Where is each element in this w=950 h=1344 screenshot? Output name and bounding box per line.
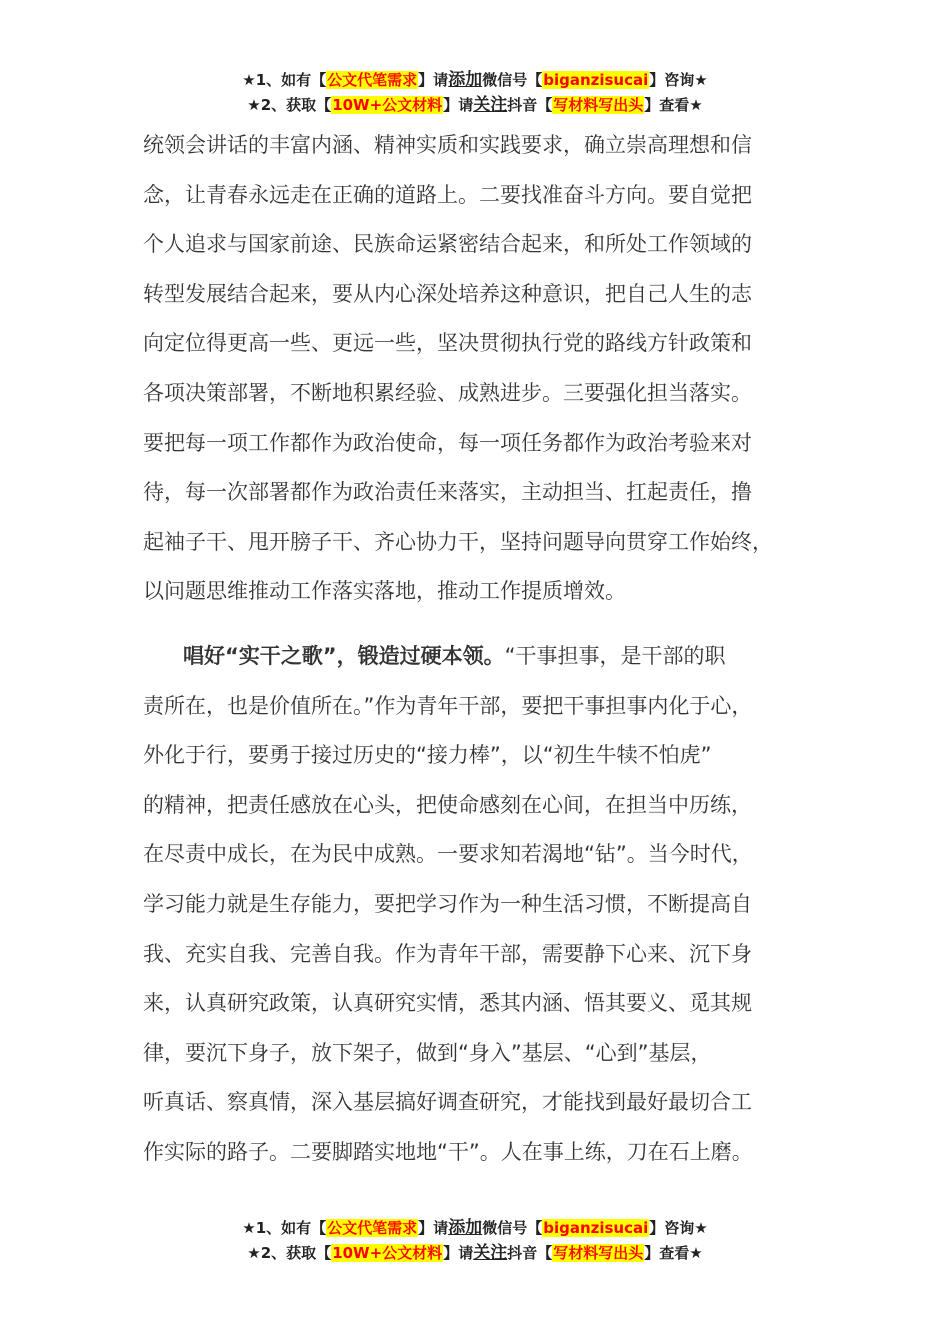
top-banner bbox=[0, 68, 950, 118]
banner-text: ★2、获取【 bbox=[247, 96, 332, 114]
text-line: 起袖子干、甩开膀子干、齐心协力干，坚持问题导向贯穿工作始终， bbox=[143, 529, 773, 554]
banner-text: 】请 bbox=[418, 1219, 449, 1237]
text-line: 作实际的路子。二要脚踏实地地“干”。人在事上练，刀在石上磨。 bbox=[143, 1139, 753, 1164]
banner-highlight: 10W+公文材料 bbox=[332, 1244, 443, 1262]
text-line: 个人追求与国家前途、民族命运紧密结合起来，和所处工作领域的 bbox=[143, 232, 752, 257]
text-line: 要把每一项工作都作为政治使命，每一项任务都作为政治考验来对 bbox=[143, 430, 752, 455]
paragraph-heading: 唱好“实干之歌”，锻造过硬本领。 bbox=[183, 643, 505, 668]
banner-text: 】请 bbox=[443, 96, 474, 114]
banner-highlight: 公文代笔需求 bbox=[327, 71, 418, 89]
text-line: 责所在，也是价值所在。”作为青年干部，要把干事担事内化于心， bbox=[143, 693, 753, 718]
banner-highlight: 公文代笔需求 bbox=[327, 1219, 418, 1237]
banner-emphasis: 添加 bbox=[448, 1218, 483, 1238]
banner-emphasis: 关注 bbox=[473, 1243, 508, 1263]
text-run: “干事担事，是干部的职 bbox=[504, 643, 726, 668]
text-line: 向定位得更高一些、更远一些，坚决贯彻执行党的路线方针政策和 bbox=[143, 331, 752, 356]
banner-highlight: 写材料写出头 bbox=[553, 96, 644, 114]
banner-highlight: biganzisucai bbox=[543, 1219, 649, 1237]
banner-text: 】查看★ bbox=[644, 96, 703, 114]
text-line: 学习能力就是生存能力，要把学习作为一种生活习惯，不断提高自 bbox=[143, 891, 752, 916]
banner-line-2 bbox=[0, 93, 950, 118]
paragraph-gap bbox=[143, 618, 833, 633]
paragraph-2 bbox=[143, 633, 833, 1179]
banner-emphasis: 添加 bbox=[448, 70, 483, 90]
text-line: 各项决策部署，不断地积累经验、成熟进步。三要强化担当落实。 bbox=[143, 380, 752, 405]
banner-text: 】咨询★ bbox=[649, 1219, 708, 1237]
banner-text: 】请 bbox=[418, 71, 449, 89]
text-line: 我、充实自我、完善自我。作为青年干部，需要静下心来、沉下身 bbox=[143, 941, 752, 966]
text-line bbox=[143, 633, 833, 683]
banner-highlight: biganzisucai bbox=[543, 71, 649, 89]
banner-text: ★1、如有【 bbox=[242, 71, 327, 89]
banner-highlight: 10W+公文材料 bbox=[332, 96, 443, 114]
banner-text: 】查看★ bbox=[644, 1244, 703, 1262]
text-line: 统领会讲话的丰富内涵、精神实质和实践要求，确立崇高理想和信 bbox=[143, 133, 752, 157]
text-line: 念，让青春永远走在正确的道路上。二要找准奋斗方向。要自觉把 bbox=[143, 182, 752, 207]
banner-line-1 bbox=[0, 1216, 950, 1241]
text-line: 待，每一次部署都作为政治责任来落实，主动担当、扛起责任，撸 bbox=[143, 480, 752, 505]
text-line: 在尽责中成长，在为民中成熟。一要求知若渴地“钻”。当今时代， bbox=[143, 842, 753, 867]
banner-text: 】请 bbox=[443, 1244, 474, 1262]
text-line: 律，要沉下身子，放下架子，做到“身入”基层、“心到”基层， bbox=[143, 1040, 712, 1065]
paragraph-1 bbox=[143, 122, 833, 618]
banner-highlight: 写材料写出头 bbox=[553, 1244, 644, 1262]
text-line: 外化于行，要勇于接过历史的“接力棒”，以“初生牛犊不怕虎” bbox=[143, 743, 712, 768]
banner-text: 微信号【 bbox=[482, 1219, 543, 1237]
banner-line-2 bbox=[0, 1241, 950, 1266]
banner-line-1 bbox=[0, 68, 950, 93]
bottom-banner bbox=[0, 1216, 950, 1266]
text-line: 来，认真研究政策，认真研究实情，悉其内涵、悟其要义、觅其规 bbox=[143, 991, 752, 1016]
text-line: 转型发展结合起来，要从内心深处培养这种意识，把自己人生的志 bbox=[143, 281, 752, 306]
banner-text: ★1、如有【 bbox=[242, 1219, 327, 1237]
banner-emphasis: 关注 bbox=[473, 95, 508, 115]
banner-text: 抖音【 bbox=[507, 1244, 553, 1262]
banner-text: 抖音【 bbox=[507, 96, 553, 114]
text-line: 以问题思维推动工作落实落地，推动工作提质增效。 bbox=[143, 579, 626, 604]
banner-text: ★2、获取【 bbox=[247, 1244, 332, 1262]
banner-text: 微信号【 bbox=[482, 71, 543, 89]
text-line: 听真话、察真情，深入基层搞好调查研究，才能找到最好最切合工 bbox=[143, 1090, 752, 1115]
document-body bbox=[143, 122, 833, 1178]
text-line: 的精神，把责任感放在心头，把使命感刻在心间，在担当中历练， bbox=[143, 792, 752, 817]
banner-text: 】咨询★ bbox=[649, 71, 708, 89]
